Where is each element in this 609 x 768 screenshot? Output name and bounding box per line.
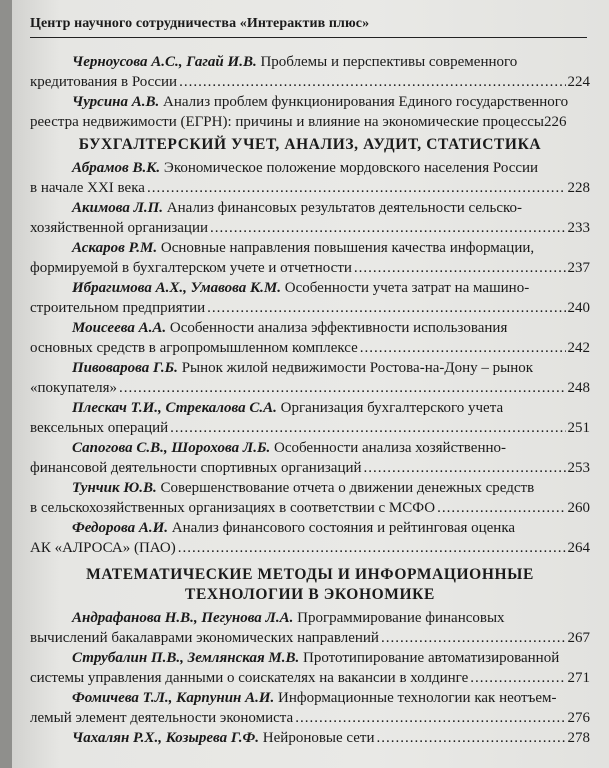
entry-title-cont: финансовой деятельности спортивных организаций bbox=[30, 460, 362, 476]
entry-title: Прототипирование автоматизированной bbox=[303, 650, 560, 666]
leader-dots bbox=[381, 628, 566, 648]
entry-authors: Тунчик Ю.В. bbox=[72, 480, 157, 496]
entry-title-cont: основных средств в агропромышленном комплексе bbox=[30, 340, 358, 356]
toc-entry bbox=[30, 728, 590, 748]
entry-authors: Черноусова А.С., Гагай И.В. bbox=[72, 54, 257, 70]
entry-title: Основные направления повышения качества информации, bbox=[160, 240, 535, 256]
table-of-contents bbox=[30, 52, 590, 748]
section-heading-line: ТЕХНОЛОГИИ В ЭКОНОМИКЕ bbox=[185, 586, 435, 603]
page-number: 271 bbox=[567, 670, 590, 686]
leader-dots bbox=[170, 418, 565, 438]
page-number: 233 bbox=[567, 220, 590, 236]
section-heading: БУХГАЛТЕРСКИЙ УЧЕТ, АНАЛИЗ, АУДИТ, СТАТИСТИКА bbox=[78, 136, 542, 153]
entry-authors: Чахалян Р.Х., Козырева Г.Ф. bbox=[72, 730, 260, 746]
toc-entry bbox=[30, 438, 590, 478]
entry-authors: Плескач Т.И., Стрекалова С.А. bbox=[72, 400, 277, 416]
toc-entry bbox=[30, 608, 590, 648]
entry-title: Проблемы и перспективы современного bbox=[260, 54, 518, 70]
toc-entry bbox=[30, 358, 590, 398]
leader-dots bbox=[295, 708, 565, 728]
page-number: 278 bbox=[567, 730, 590, 746]
entry-title: Особенности учета затрат на машино- bbox=[284, 280, 530, 296]
leader-dots bbox=[178, 538, 566, 558]
entry-title: Анализ проблем функционирования Единого государственного bbox=[163, 94, 569, 110]
entry-authors: Фомичева Т.Л., Карпунин А.И. bbox=[72, 690, 275, 706]
section-heading-line: МАТЕМАТИЧЕСКИЕ МЕТОДЫ И ИНФОРМАЦИОННЫЕ bbox=[86, 566, 534, 583]
section-heading bbox=[30, 565, 590, 605]
toc-entry bbox=[30, 518, 590, 558]
entry-title: Анализ финансового состояния и рейтинговая оценка bbox=[171, 520, 516, 536]
page-number: 260 bbox=[567, 500, 590, 516]
entry-authors: Струбалин П.В., Землянская М.В. bbox=[72, 650, 300, 666]
page-number: 264 bbox=[567, 540, 590, 556]
toc-entry bbox=[30, 238, 590, 278]
page-number: 251 bbox=[567, 420, 590, 436]
entry-title-cont: реестра недвижимости (ЕГРН): причины и влияние на экономические процессы bbox=[30, 114, 544, 130]
toc-entry bbox=[30, 278, 590, 318]
entry-title-cont: формируемой в бухгалтерском учете и отчетности bbox=[30, 260, 352, 276]
page-number: 248 bbox=[567, 380, 590, 396]
toc-entry bbox=[30, 52, 590, 92]
entry-authors: Моисеева А.А. bbox=[72, 320, 167, 336]
toc-entry bbox=[30, 318, 590, 358]
page-number: 226 bbox=[544, 114, 567, 130]
page-number: 240 bbox=[567, 300, 590, 316]
running-head: Центр научного сотрудничества «Интерактив плюс» bbox=[30, 16, 587, 38]
page-number: 228 bbox=[567, 180, 590, 196]
toc-entry bbox=[30, 92, 590, 132]
toc-entry bbox=[30, 398, 590, 438]
entry-title-cont: вычислений бакалаврами экономических направлений bbox=[30, 630, 379, 646]
page-number: 267 bbox=[567, 630, 590, 646]
entry-title-cont: в сельскохозяйственных организациях в соответствии с МСФО bbox=[30, 500, 436, 516]
leader-dots bbox=[470, 668, 565, 688]
entry-title-cont: кредитования в России bbox=[30, 74, 178, 90]
entry-authors: Пивоварова Г.Б. bbox=[72, 360, 178, 376]
entry-title-cont: лемый элемент деятельности экономиста bbox=[30, 710, 294, 726]
entry-title-cont: хозяйственной организации bbox=[30, 220, 209, 236]
entry-title-cont: системы управления данными о соискателях на вакансии в холдинге bbox=[30, 670, 469, 686]
entry-title: Особенности анализа эффективности использования bbox=[169, 320, 508, 336]
book-page bbox=[12, 0, 609, 768]
entry-authors: Акимова Л.П. bbox=[72, 200, 164, 216]
leader-dots bbox=[360, 338, 566, 358]
leader-dots bbox=[377, 728, 566, 748]
entry-title-cont: АК «АЛРОСА» (ПАО) bbox=[30, 540, 176, 556]
toc-entry bbox=[30, 158, 590, 198]
entry-authors: Федорова А.И. bbox=[72, 520, 168, 536]
entry-title-cont: в начале XXI века bbox=[30, 180, 145, 196]
entry-authors: Аскаров Р.М. bbox=[72, 240, 158, 256]
leader-dots bbox=[147, 178, 566, 198]
leader-dots bbox=[364, 458, 566, 478]
toc-entry bbox=[30, 648, 590, 688]
toc-entry bbox=[30, 198, 590, 238]
leader-dots bbox=[437, 498, 565, 518]
entry-title: Экономическое положение мордовского населения России bbox=[163, 160, 539, 176]
leader-dots bbox=[179, 72, 565, 92]
leader-dots bbox=[207, 298, 565, 318]
page-number: 253 bbox=[567, 460, 590, 476]
page-number: 224 bbox=[567, 74, 590, 90]
leader-dots bbox=[119, 378, 566, 398]
entry-title: Организация бухгалтерского учета bbox=[280, 400, 504, 416]
entry-title-cont: вексельных операций bbox=[30, 420, 169, 436]
entry-title-cont: Нейроновые сети bbox=[262, 730, 375, 746]
entry-title: Совершенствование отчета о движении денежных средств bbox=[160, 480, 535, 496]
entry-authors: Сапогова С.В., Шорохова Л.Б. bbox=[72, 440, 271, 456]
entry-title: Информационные технологии как неотъем- bbox=[278, 690, 557, 706]
leader-dots bbox=[210, 218, 565, 238]
page-number: 242 bbox=[567, 340, 590, 356]
entry-title: Программирование финансовых bbox=[297, 610, 505, 626]
entry-title-cont: строительном предприятии bbox=[30, 300, 206, 316]
toc-entry bbox=[30, 688, 590, 728]
entry-authors: Чурсина А.В. bbox=[72, 94, 160, 110]
toc-entry bbox=[30, 478, 590, 518]
entry-authors: Абрамов В.К. bbox=[72, 160, 161, 176]
page-number: 276 bbox=[567, 710, 590, 726]
leader-dots bbox=[354, 258, 566, 278]
entry-authors: Андрафанова Н.В., Пегунова Л.А. bbox=[72, 610, 294, 626]
page-number: 237 bbox=[567, 260, 590, 276]
entry-title: Анализ финансовых результатов деятельности сельско- bbox=[166, 200, 523, 216]
entry-title: Особенности анализа хозяйственно- bbox=[273, 440, 507, 456]
entry-authors: Ибрагимова А.Х., Умавова К.М. bbox=[72, 280, 281, 296]
entry-title-cont: «покупателя» bbox=[30, 380, 117, 396]
entry-title: Рынок жилой недвижимости Ростова-на-Дону – рынок bbox=[181, 360, 534, 376]
